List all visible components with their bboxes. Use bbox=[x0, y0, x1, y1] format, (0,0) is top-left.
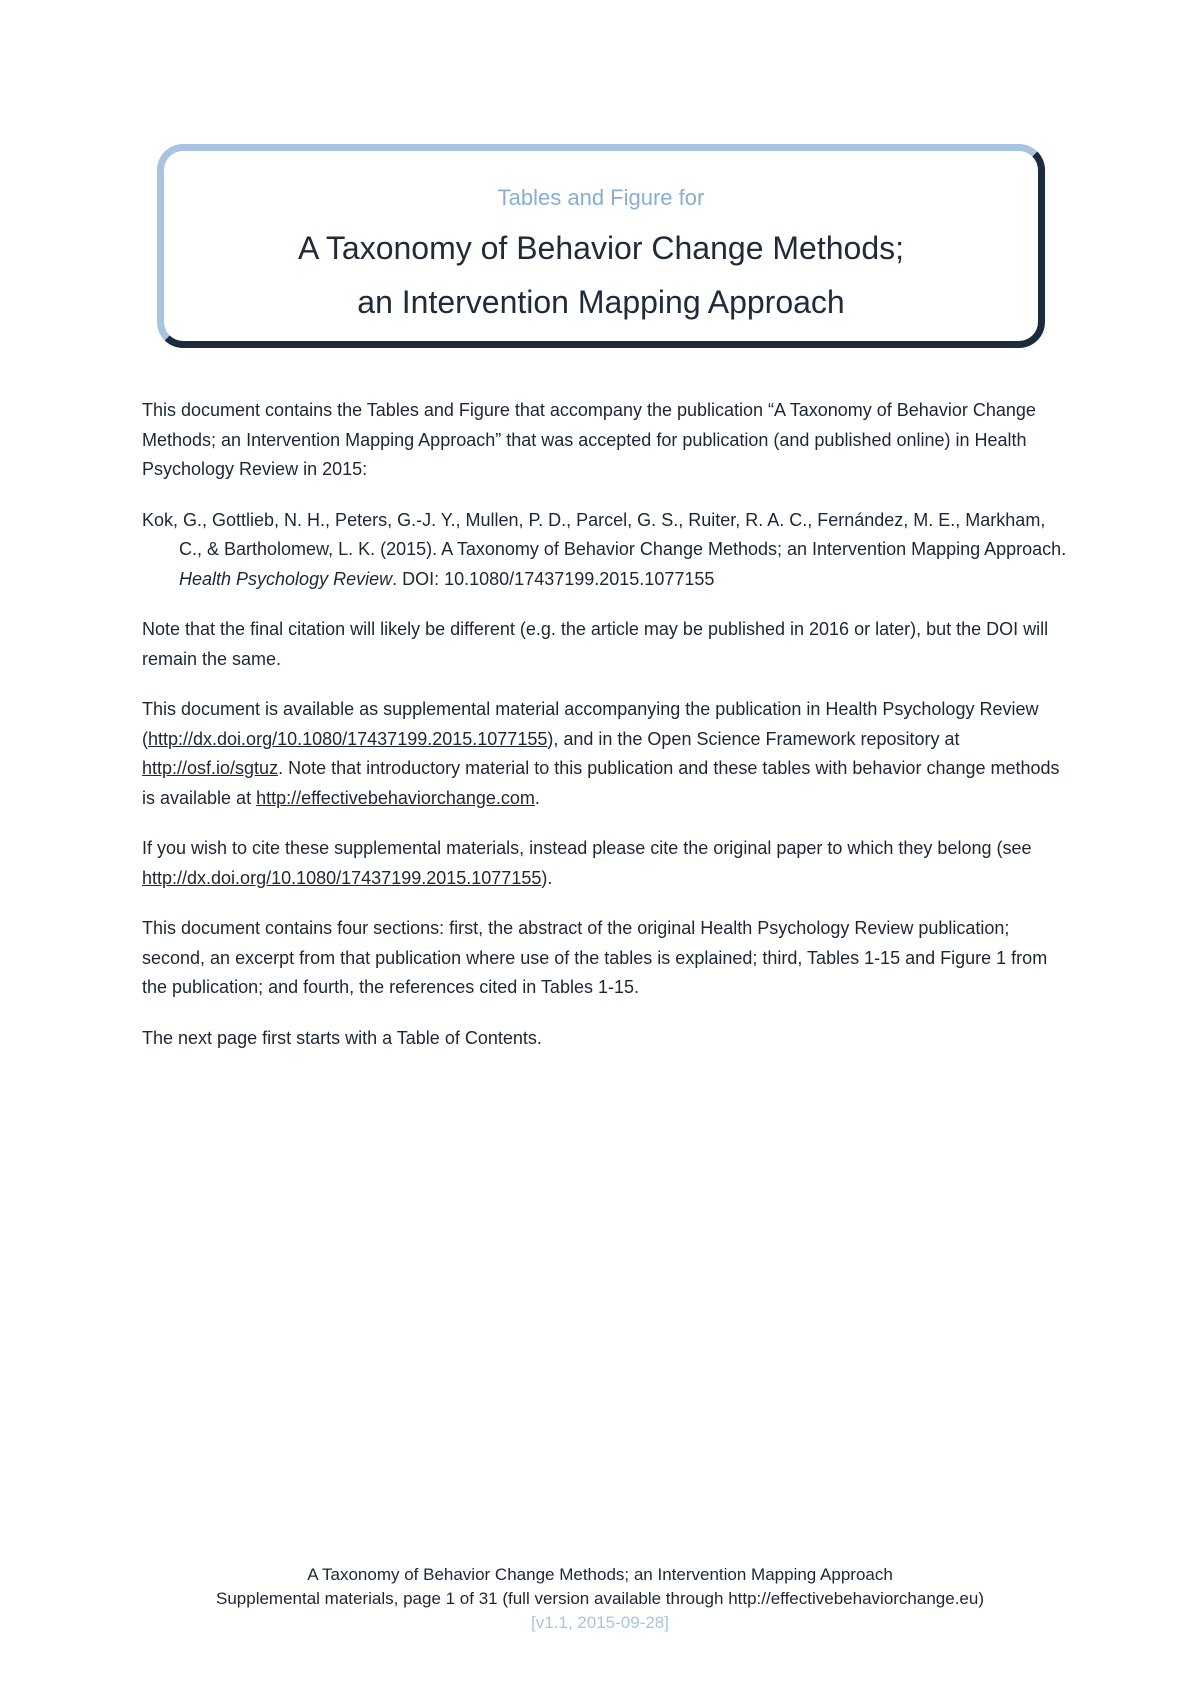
title-kicker: Tables and Figure for bbox=[497, 185, 705, 210]
page-footer bbox=[0, 1563, 1200, 1635]
availability-text-4: . bbox=[534, 787, 540, 808]
sections-paragraph: This document contains four sections: first, the abstract of the original Health Psychology Review publication; second, an excerpt from that publication where use of the tables is explained; third, Tables 1-15 and Figure 1 from the publication; and fourth, the references cited in Tables 1-15. bbox=[142, 918, 1048, 997]
citation-authors: Kok, G., Gottlieb, N. H., Peters, G.-J. Y., Mullen, P. D., Parcel, G. S., Ruiter, R. A. C., Fernández, M. E., Markham, C., & Bartholomew, L. K. (2015). A Taxonomy of Behavior Change Methods; an Intervention Mapping Approach. bbox=[142, 509, 1067, 559]
availability-text-2: ), and in the Open Science Framework repository at bbox=[547, 728, 960, 749]
footer-page-info: Supplemental materials, page 1 of 31 (full version available through http://effectivebehaviorchange.eu) bbox=[216, 1589, 984, 1608]
website-link[interactable]: http://effectivebehaviorchange.com bbox=[256, 787, 535, 808]
document-title bbox=[164, 221, 1038, 329]
title-line-2: an Intervention Mapping Approach bbox=[357, 284, 845, 320]
footer-title: A Taxonomy of Behavior Change Methods; an Intervention Mapping Approach bbox=[307, 1565, 893, 1584]
availability-text-3: . Note that introductory material to this publication and these tables with behavior change methods is available at bbox=[142, 758, 1060, 808]
intro-paragraph: This document contains the Tables and Figure that accompany the publication “A Taxonomy of Behavior Change Methods; an Intervention Mapping Approach” that was accepted for publication (and published online) in Health Psychology Review in 2015: bbox=[142, 400, 1036, 479]
citation-paragraph bbox=[142, 506, 1072, 595]
note-paragraph: Note that the final citation will likely be different (e.g. the article may be published in 2016 or later), but the DOI will remain the same. bbox=[142, 619, 1049, 669]
footer-version: [v1.1, 2015-09-28] bbox=[531, 1613, 669, 1632]
citation-doi: . DOI: 10.1080/17437199.2015.1077155 bbox=[392, 568, 715, 589]
availability-text-1: This document is available as supplemental material accompanying the publication in Health Psychology Review ( bbox=[142, 699, 1039, 749]
next-page-paragraph: The next page first starts with a Table of Contents. bbox=[142, 1027, 542, 1048]
title-line-1: A Taxonomy of Behavior Change Methods; bbox=[298, 230, 904, 266]
availability-paragraph bbox=[142, 695, 1072, 813]
cite-note-text-1: If you wish to cite these supplemental materials, instead please cite the original paper to which they belong (see bbox=[142, 838, 1032, 858]
cite-note-paragraph bbox=[142, 834, 1072, 893]
cite-doi-link[interactable]: http://dx.doi.org/10.1080/17437199.2015.1077155 bbox=[142, 867, 542, 888]
body-content bbox=[142, 396, 1072, 1074]
osf-link[interactable]: http://osf.io/sgtuz bbox=[142, 758, 279, 778]
cite-note-text-2: ). bbox=[541, 867, 553, 888]
citation-journal: Health Psychology Review bbox=[179, 568, 393, 589]
doi-link[interactable]: http://dx.doi.org/10.1080/17437199.2015.1077155 bbox=[148, 728, 548, 749]
title-box bbox=[157, 144, 1045, 348]
